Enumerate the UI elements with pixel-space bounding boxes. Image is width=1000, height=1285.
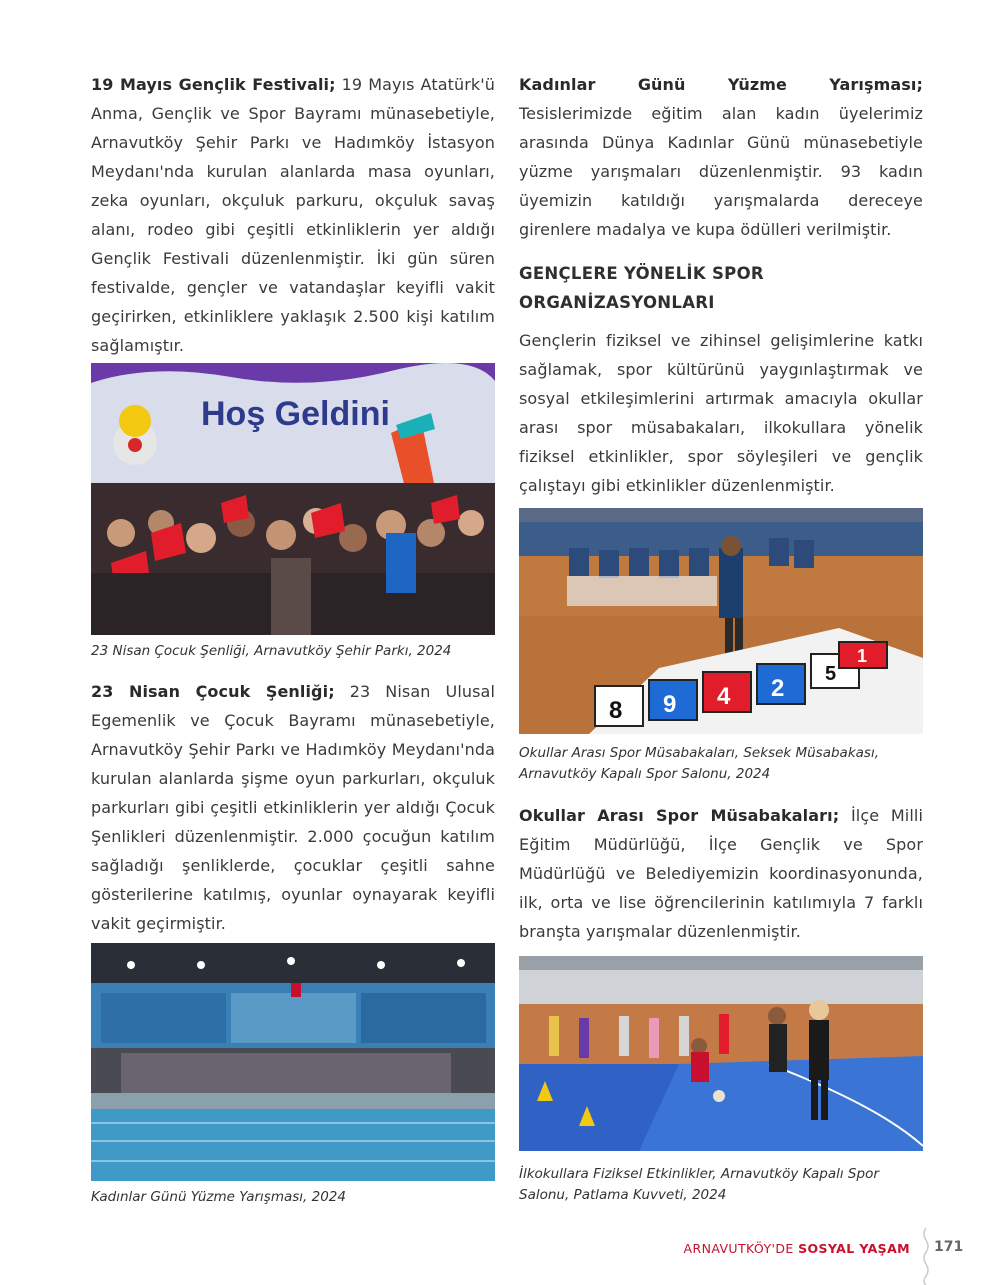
caption-yuzme-yarismasi: Kadınlar Günü Yüzme Yarışması, 2024 [91,1189,346,1205]
okullar-arasi-title: Okullar Arası Spor Müsabakaları; [519,806,840,825]
festival-paragraph [91,70,495,360]
festival-body: 19 Mayıs Atatürk'ü Anma, Gençlik ve Spor Bayramı münasebetiyle, Arnavutköy Şehir Parkı ve Hadımköy İstasyon Meydanı'nda kurulan alanlarda masa oyunları, zeka oyunları, okçuluk parkuru, okçuluk savaş alanı, rodeo gibi çeşitli etkinliklerin yer aldığı Gençlik Festivali düzenlenmiştir. İki gün süren festivalde, gençler ve vatandaşlar keyifli vakit geçirirken, etkinliklere yaklaşık 2.500 kişi katılım sağlamıştır. [91,75,495,355]
photo-patlama-kuvveti [519,956,923,1151]
caption-cocuk-senligi: 23 Nisan Çocuk Şenliği, Arnavutköy Şehir Parkı, 2024 [91,643,452,659]
caption-patlama-kuvveti: İlkokullara Fiziksel Etkinlikler, Arnavutköy Kapalı Spor Salonu, Patlama Kuvveti, 2024 [519,1166,879,1203]
hopscotch-number: 4 [717,683,731,710]
hopscotch-number: 5 [825,663,837,685]
kadinlar-gunu-paragraph [519,70,923,244]
cocuk-senligi-paragraph [91,677,495,938]
kadinlar-gunu-body: Tesislerimizde eğitim alan kadın üyelerimiz arasında Dünya Kadınlar Günü münasebetiyle yüzme yarışmaları düzenlenmiştir. 93 kadın üyemizin katıldığı yarışmalarda dereceye girenlere madalya ve kupa ödülleri verilmiştir. [519,104,923,239]
banner-text: Hoş Geldini [201,395,390,433]
photo-seksek [519,508,923,734]
footer-label-part1: ARNAVUTKÖY'DE [683,1241,799,1256]
okullar-arasi-body: İlçe Milli Eğitim Müdürlüğü, İlçe Gençlik ve Spor Müdürlüğü ve Belediyemizin koordinasyonunda, ilk, orta ve lise öğrencilerinin katılımıyla 7 farklı branşta yarışmalar düzenlenmiştir. [519,806,923,941]
okullar-arasi-paragraph [519,801,923,946]
photo-cocuk-senligi [91,363,495,635]
genclere-spor-paragraph: Gençlerin fiziksel ve zihinsel gelişimlerine katkı sağlamak, spor kültürünü yaygınlaştırmak ve sosyal etkileşimlerini artırmak amacıyla okullar arası spor müsabakaları, ilkokullara yönelik fiziksel etkinlikler, spor söyleşileri ve gençlik çalıştayı gibi etkinlikler düzenlenmiştir. [519,331,923,495]
hopscotch-number: 8 [609,697,623,724]
hopscotch-number: 1 [857,646,868,666]
photo-yuzme-yarismasi [91,943,495,1181]
festival-title: 19 Mayıs Gençlik Festivali; [91,75,336,94]
page-edge-line [920,1228,932,1285]
hopscotch-number: 9 [663,691,677,718]
section-heading: GENÇLERE YÖNELİK SPOR ORGANİZASYONLARI [519,264,764,312]
hopscotch-number: 2 [771,675,785,702]
footer-section-label [660,1241,910,1256]
footer-label-part2: SOSYAL YAŞAM [798,1241,910,1256]
caption-seksek: Okullar Arası Spor Müsabakaları, Seksek Müsabakası, Arnavutköy Kapalı Spor Salonu, 2024 [519,745,879,782]
page-number: 171 [934,1239,964,1255]
cocuk-senligi-title: 23 Nisan Çocuk Şenliği; [91,682,335,701]
cocuk-senligi-body: 23 Nisan Ulusal Egemenlik ve Çocuk Bayramı münasebetiyle, Arnavutköy Şehir Parkı ve Hadımköy Meydanı'nda kurulan alanlarda şişme oyun parkurları, okçuluk parkurları gibi çeşitli etkinliklerin yer aldığı Çocuk Şenlikleri düzenlenmiştir. 2.000 çocuğun katılım sağladığı şenliklerde, çocuklar çeşitli sahne gösterilerine katılmış, oyunlar oynayarak keyifli vakit geçirmiştir. [91,682,496,933]
kadinlar-gunu-title: Kadınlar Günü Yüzme Yarışması; [519,75,923,94]
